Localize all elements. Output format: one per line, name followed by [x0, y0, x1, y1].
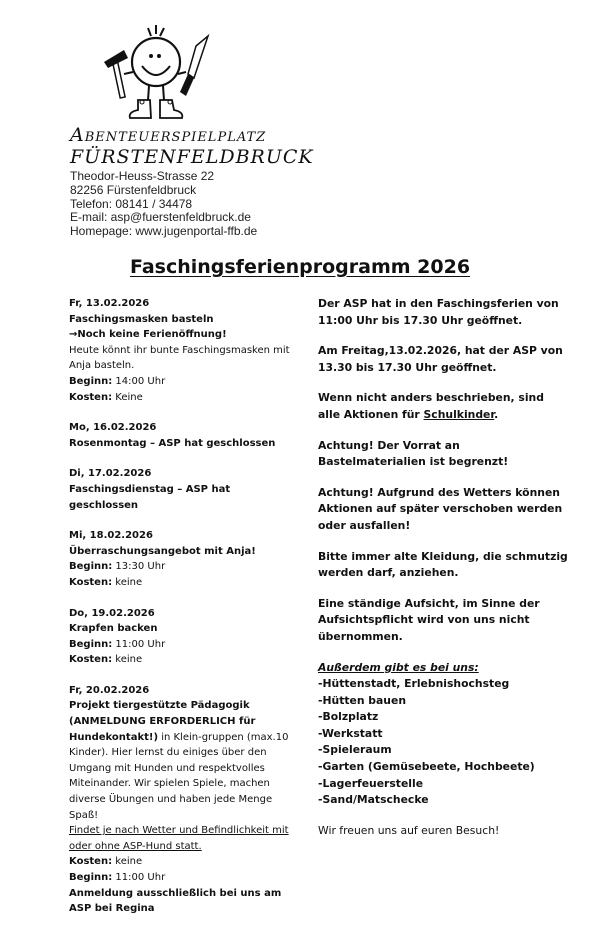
org-name-line1-text: Abenteuerspielplatz: [70, 124, 267, 146]
org-name-line2-text: FÜRSTENFELDBRUCK: [70, 146, 314, 168]
beginn-value: 13:30 Uhr: [115, 561, 166, 573]
event-underlined-note: Findet je nach Wetter und Befindlichkeit mit oder ohne ASP-Hund statt.: [69, 825, 289, 852]
event-body: [69, 698, 299, 823]
kosten-value: keine: [115, 856, 143, 868]
event-name: Krapfen backen: [69, 623, 158, 635]
event-name: Faschingsdienstag – ASP hat geschlossen: [69, 483, 231, 511]
beginn-value: 14:00 Uhr: [115, 375, 166, 387]
phone: Telefon: 08141 / 34478: [70, 196, 193, 211]
extras-item: -Bolzplatz: [318, 710, 379, 724]
kosten-value: keine: [115, 576, 143, 588]
target-group-end: .: [494, 407, 499, 421]
beginn-label: Beginn:: [69, 872, 113, 883]
event-date: Fr, 20.02.2026: [69, 684, 150, 696]
org-name-line1: [70, 124, 266, 146]
event-kosten: [69, 390, 299, 406]
beginn-label: Beginn:: [69, 638, 113, 650]
event-item: [69, 466, 299, 513]
beginn-value: 11:00 Uhr: [115, 638, 166, 650]
event-date: Do, 19.02.2026: [69, 607, 155, 619]
target-group: [318, 390, 568, 423]
event-date: Fr, 13.02.2026: [69, 298, 150, 309]
street: Theodor-Heuss-Strasse 22: [70, 169, 215, 183]
event-beginn: [69, 559, 299, 575]
beginn-value: 11:00 Uhr: [115, 872, 166, 883]
extras-item: -Hütten bauen: [318, 693, 407, 707]
kosten-value: keine: [115, 654, 143, 666]
target-group-text: Wenn nicht anders beschrieben, sind alle Aktionen für: [318, 391, 544, 421]
event-description: Heute könnt ihr bunte Faschingsmasken mit Anja basteln.: [69, 344, 290, 372]
smiley-mascot-logo-icon: [98, 22, 224, 122]
org-name-line2: [70, 146, 314, 168]
event-beginn: [69, 374, 299, 390]
event-kosten: [69, 854, 299, 870]
events-column: [69, 296, 299, 932]
warning-materials: Achtung! Der Vorrat an Bastelmaterialien ist begrenzt!: [318, 438, 509, 469]
clothing-note: Bitte immer alte Kleidung, die schmutzig werden darf, anziehen.: [318, 549, 568, 580]
opening-hours: Der ASP hat in den Faschingsferien von 11:00 Uhr bis 17.30 Uhr geöffnet.: [318, 297, 559, 327]
kosten-label: Kosten:: [69, 576, 113, 588]
event-date: Mo, 16.02.2026: [69, 422, 157, 434]
kosten-label: Kosten:: [69, 391, 113, 403]
page-title: Faschingsferienprogramm 2026: [129, 256, 471, 278]
event-item: [69, 420, 299, 451]
beginn-label: Beginn:: [69, 375, 113, 387]
beginn-label: Beginn:: [69, 561, 113, 573]
warning-weather: Achtung! Aufgrund des Wetters können Aktionen auf später verschoben werden oder ausfallen!: [318, 485, 563, 532]
extras-item: -Spieleraum: [318, 743, 392, 757]
extras-item: -Lagerfeuerstelle: [318, 776, 424, 790]
event-beginn: [69, 870, 299, 886]
event-item: [69, 528, 299, 590]
city: 82256 Fürstenfeldbruck: [70, 182, 197, 197]
event-name: Projekt tiergestützte Pädagogik (ANMELDUNG ERFORDERLICH für Hundekontakt!): [69, 700, 256, 743]
event-item: [69, 606, 299, 668]
event-kosten: [69, 575, 299, 591]
event-description: in Klein-gruppen (max.10 Kinder). Hier lernst du einiges über den Umgang mit Hunden und respektvolles Miteinander. Wir spielen Spiele, machen diverse Übungen und haben jede Menge Spaß!: [69, 731, 289, 821]
event-name: Rosenmontag – ASP hat geschlossen: [69, 437, 276, 449]
kosten-label: Kosten:: [69, 654, 113, 666]
extras-heading: Außerdem gibt es bei uns:: [318, 660, 479, 674]
event-beginn: [69, 637, 299, 653]
event-registration: Anmeldung ausschließlich bei uns am ASP bei Regina: [69, 887, 282, 915]
target-group-highlight: Schulkinder: [423, 407, 495, 421]
friday-hours: Am Freitag,13.02.2026, hat der ASP von 13.30 bis 17.30 Uhr geöffnet.: [318, 344, 563, 374]
kosten-value: Keine: [115, 391, 143, 403]
event-item: [69, 683, 299, 917]
supervision-note: Eine ständige Aufsicht, im Sinne der Aufsichtspflicht wird von uns nicht übernommen.: [318, 596, 540, 643]
homepage[interactable]: Homepage: www.jugenportal-ffb.de: [70, 224, 258, 239]
event-item: [69, 296, 299, 405]
event-date: Di, 17.02.2026: [69, 468, 152, 480]
info-column: [318, 296, 568, 839]
extras-item: -Garten (Gemüsebeete, Hochbeete): [318, 760, 535, 774]
extras-item: -Werkstatt: [318, 726, 383, 740]
event-name: Faschingsmasken basteln: [69, 313, 214, 325]
event-kosten: [69, 652, 299, 668]
email[interactable]: E-mail: asp@fuerstenfeldbruck.de: [70, 210, 251, 225]
closing-message: Wir freuen uns auf euren Besuch!: [318, 823, 500, 837]
extras-item: -Sand/Matschecke: [318, 793, 429, 807]
address-block: [70, 170, 257, 239]
extras-item: -Hüttenstadt, Erlebnishochsteg: [318, 677, 510, 691]
kosten-label: Kosten:: [69, 856, 113, 868]
event-name: Überraschungsangebot mit Anja!: [69, 545, 256, 557]
event-date: Mi, 18.02.2026: [69, 530, 153, 542]
event-note: →Noch keine Ferienöffnung!: [69, 329, 227, 341]
